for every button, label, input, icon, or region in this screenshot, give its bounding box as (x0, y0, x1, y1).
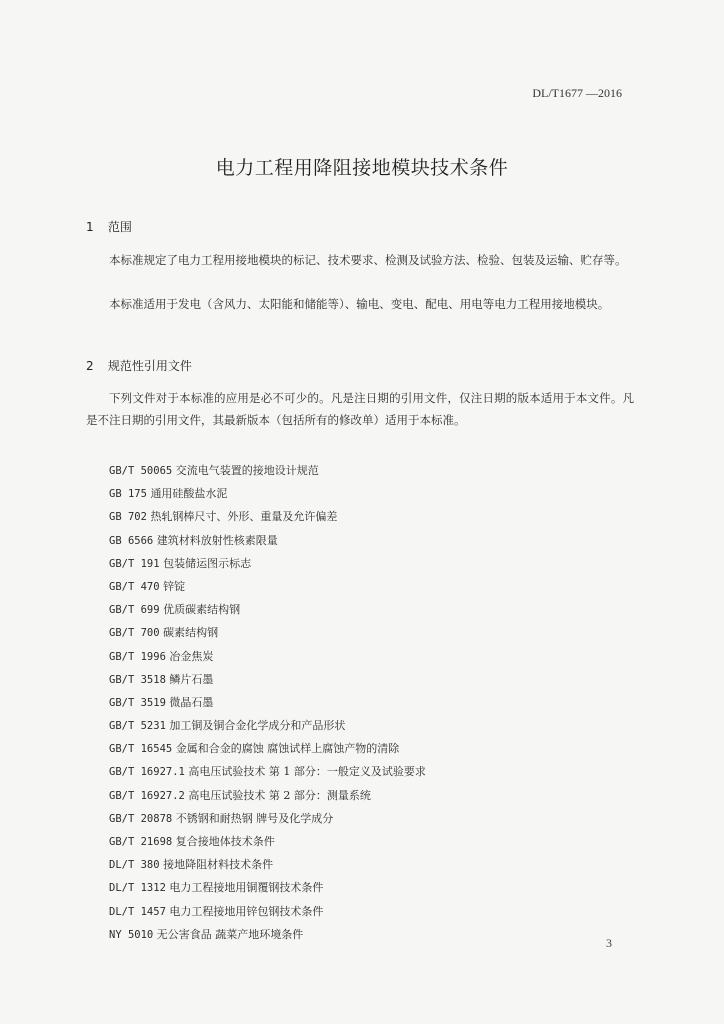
list-item (109, 624, 426, 647)
reference-title: 微晶石墨 (169, 695, 214, 709)
list-item (109, 879, 426, 902)
reference-title: 锌锭 (163, 579, 186, 593)
reference-title: 无公害食品 蔬菜产地环境条件 (156, 927, 304, 941)
list-item (109, 694, 426, 717)
reference-title: 不锈钢和耐热钢 牌号及化学成分 (175, 811, 334, 825)
reference-title: 包装储运图示标志 (163, 556, 252, 570)
reference-title: 接地降阻材料技术条件 (163, 858, 274, 872)
reference-title: 复合接地体技术条件 (175, 835, 275, 848)
page-number: 3 (606, 936, 612, 950)
reference-code: GB/T 3519 (109, 696, 166, 709)
scope-paragraph-2: 本标准适用于发电（含风力、太阳能和储能等）、输电、变电、配电、用电等电力工程用接地模块。 (109, 297, 610, 311)
list-item (109, 926, 426, 949)
list-item (109, 462, 426, 485)
section-title: 规范性引用文件 (107, 359, 192, 373)
reference-title: 加工铜及铜合金化学成分和产品形状 (169, 719, 346, 733)
section-number: 1 (86, 220, 94, 234)
reference-title: 建筑材料放射性核素限量 (156, 533, 278, 547)
document-code: DL/T1677 —2016 (532, 86, 622, 100)
reference-code: GB/T 21698 (109, 836, 173, 848)
document-title: 电力工程用降阻接地模块技术条件 (215, 157, 509, 179)
reference-title: 冶金焦炭 (169, 649, 214, 663)
list-item (109, 787, 426, 810)
reference-title: 电力工程接地用铜覆钢技术条件 (169, 881, 324, 895)
reference-code: GB/T 1996 (109, 650, 166, 663)
list-item (109, 903, 426, 926)
reference-code: GB/T 16927.2 (109, 789, 185, 802)
reference-code: GB/T 700 (109, 627, 160, 640)
list-item (109, 717, 426, 740)
reference-title: 碳素结构钢 (163, 626, 219, 640)
reference-code: GB 702 (109, 511, 147, 524)
list-item (109, 810, 426, 833)
reference-list (109, 462, 426, 949)
reference-title: 鳞片石墨 (169, 672, 214, 686)
list-item (109, 555, 426, 578)
reference-title: 高电压试验技术 第 2 部分：测量系统 (188, 788, 371, 802)
list-item (109, 833, 426, 856)
reference-title: 通用硅酸盐水泥 (150, 487, 228, 501)
list-item (109, 601, 426, 624)
reference-code: DL/T 380 (109, 859, 160, 872)
list-item (109, 508, 426, 531)
reference-title: 电力工程接地用锌包钢技术条件 (169, 904, 324, 918)
list-item (109, 856, 426, 879)
reference-title: 金属和合金的腐蚀 腐蚀试样上腐蚀产物的清除 (175, 742, 400, 756)
section-heading-normative-references (86, 357, 192, 374)
references-intro-paragraph: 下列文件对于本标准的应用是必不可少的。凡是注日期的引用文件，仅注日期的版本适用于本文件。凡是不注日期的引用文件，其最新版本（包括所有的修改单）适用于本标准。 (86, 391, 634, 427)
reference-code: DL/T 1312 (109, 882, 166, 895)
reference-code: GB/T 191 (109, 557, 160, 570)
reference-code: GB/T 20878 (109, 812, 173, 825)
list-item (109, 648, 426, 671)
reference-code: GB/T 50065 (109, 465, 173, 477)
reference-code: GB/T 699 (109, 604, 160, 617)
scope-paragraph-1: 本标准规定了电力工程用接地模块的标记、技术要求、检测及试验方法、检验、包装及运输、贮存等。 (109, 253, 627, 267)
reference-code: GB/T 470 (109, 580, 160, 593)
list-item (109, 578, 426, 601)
section-title: 范围 (107, 220, 132, 234)
reference-title: 优质碳素结构钢 (163, 603, 241, 617)
reference-code: GB 175 (109, 488, 147, 501)
list-item (109, 485, 426, 508)
reference-code: DL/T 1457 (109, 905, 166, 918)
reference-title: 热轧钢棒尺寸、外形、重量及允许偏差 (150, 510, 338, 524)
list-item (109, 740, 426, 763)
section-number: 2 (86, 359, 94, 373)
list-item (109, 763, 426, 786)
reference-code: GB 6566 (109, 534, 154, 547)
section-heading-scope (86, 218, 132, 235)
reference-title: 交流电气装置的接地设计规范 (175, 464, 319, 477)
reference-title: 高电压试验技术 第 1 部分：一般定义及试验要求 (188, 765, 426, 779)
reference-code: NY 5010 (109, 928, 154, 941)
reference-code: GB/T 16545 (109, 743, 173, 756)
reference-code: GB/T 16927.1 (109, 766, 185, 779)
reference-code: GB/T 5231 (109, 720, 166, 733)
list-item (109, 532, 426, 555)
list-item (109, 671, 426, 694)
reference-code: GB/T 3518 (109, 673, 166, 686)
